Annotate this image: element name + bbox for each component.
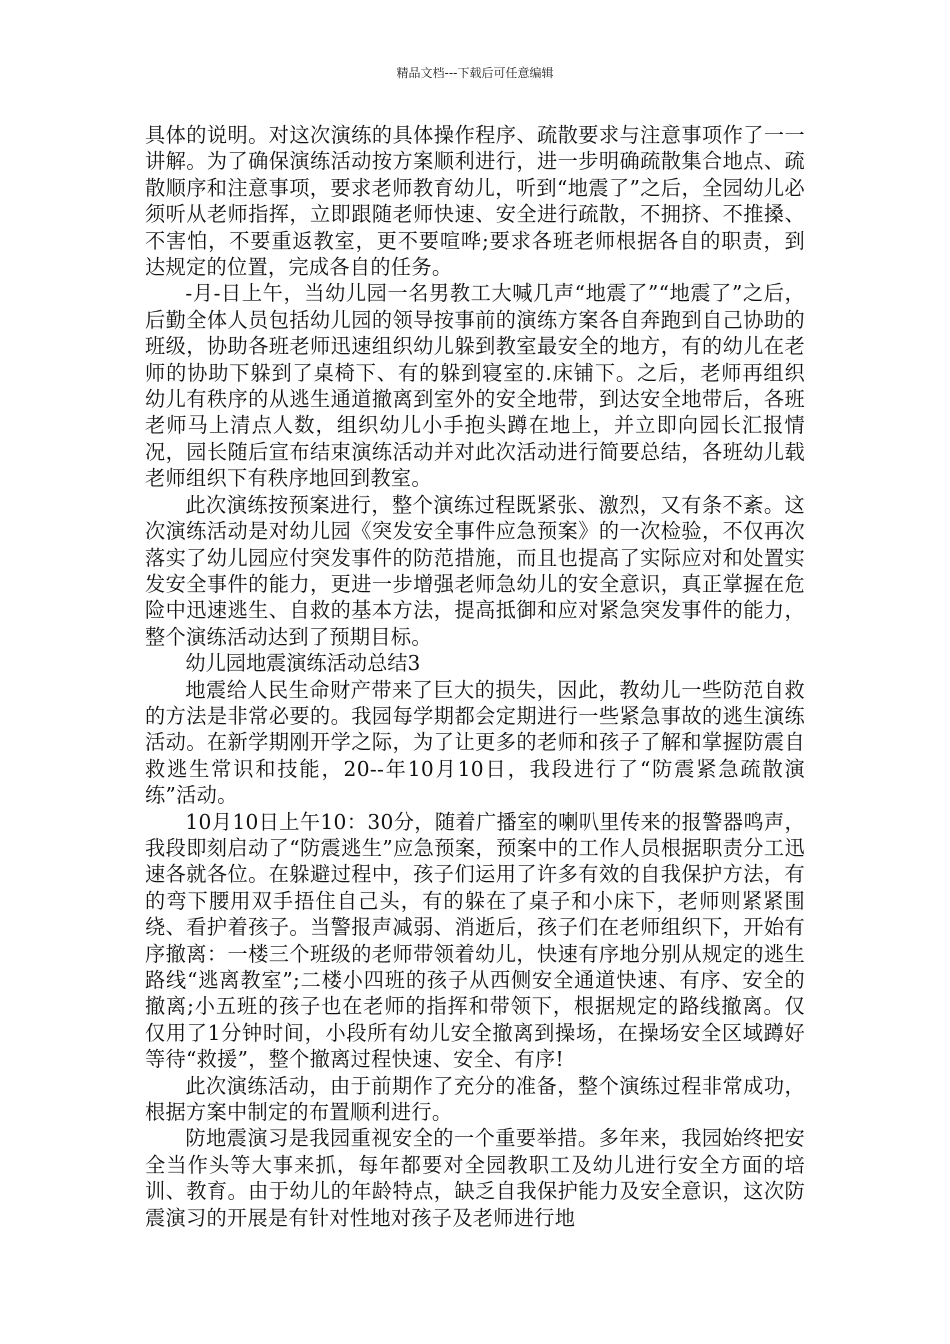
paragraph: 此次演练按预案进行，整个演练过程既紧张、激烈，又有条不紊。这次演练活动是对幼儿园《突发安全事件应急预案》的一次检验，不仅再次落实了幼儿园应付突发事件的防范措施，而且也提高了实际应对和处置实发安全事件的能力，更进一步增强老师急幼儿的安全意识，真正掌握在危险中迅速逃生、自救的基本方法，提高抵御和应对紧急突发事件的能力，整个演练活动达到了预期目标。	[145, 492, 805, 649]
paragraph: 此次演练活动，由于前期作了充分的准备，整个演练过程非常成功，根据方案中制定的布置顺利进行。	[145, 1073, 805, 1125]
document-body	[145, 122, 805, 1231]
paragraph: -月-日上午，当幼儿园一名男教工大喊几声“地震了”“地震了”之后，后勤全体人员包括幼儿园的领导按事前的演练方案各自奔跑到自己协助的班级，协助各班老师迅速组织幼儿躲到教室最安全的地方，有的幼儿在老师的协助下躲到了桌椅下、有的躲到寝室的.床铺下。之后，老师再组织幼儿有秩序的从逃生通道撤离到室外的安全地带，到达安全地带后，各班老师马上清点人数，组织幼儿小手抱头蹲在地上，并立即向园长汇报情况，园长随后宣布结束演练活动并对此次活动进行简要总结，各班幼儿载老师组织下有秩序地回到教室。	[145, 281, 805, 491]
page-header: 精品文档---下载后可任意编辑	[396, 66, 554, 80]
section-heading: 幼儿园地震演练活动总结3	[185, 651, 421, 676]
paragraph: 防地震演习是我园重视安全的一个重要举措。多年来，我园始终把安全当作头等大事来抓，每年都要对全园教职工及幼儿进行安全方面的培训、教育。由于幼儿的年龄特点，缺乏自我保护能力及安全意识，这次防震演习的开展是有针对性地对孩子及老师进行地	[145, 1126, 805, 1230]
paragraph: 地震给人民生命财产带来了巨大的损失，因此，教幼儿一些防范自救的方法是非常必要的。我园每学期都会定期进行一些紧急事故的逃生演练活动。在新学期刚开学之际，为了让更多的老师和孩子了解和掌握防震自救逃生常识和技能，20--年10月10日，我段进行了“防震紧急疏散演练”活动。	[145, 677, 805, 808]
paragraph: 10月10日上午10：30分，随着广播室的喇叭里传来的报警器鸣声，我段即刻启动了“防震逃生”应急预案，预案中的工作人员根据职责分工迅速各就各位。在躲避过程中，孩子们运用了许多有效的自我保护方法，有的弯下腰用双手捂住自己头，有的躲在了桌子和小床下，老师则紧紧围绕、看护着孩子。当警报声减弱、消逝后，孩子们在老师组织下，开始有序撤离：一楼三个班级的老师带领着幼儿，快速有序地分别从规定的逃生路线“逃离教室”;二楼小四班的孩子从西侧安全通道快速、有序、安全的撤离;小五班的孩子也在老师的指挥和带领下，根据规定的路线撤离。仅仅用了1分钟时间，小段所有幼儿安全撤离到操场，在操场安全区域蹲好等待“救援”，整个撤离过程快速、安全、有序!	[145, 809, 805, 1072]
paragraph-continuation: 具体的说明。对这次演练的具体操作程序、疏散要求与注意事项作了一一讲解。为了确保演练活动按方案顺利进行，进一步明确疏散集合地点、疏散顺序和注意事项，要求老师教育幼儿，听到“地震了”之后，全园幼儿必须听从老师指挥，立即跟随老师快速、安全进行疏散，不拥挤、不推搡、不害怕，不要重返教室，更不要喧哗;要求各班老师根据各自的职责，到达规定的位置，完成各自的任务。	[145, 123, 805, 280]
